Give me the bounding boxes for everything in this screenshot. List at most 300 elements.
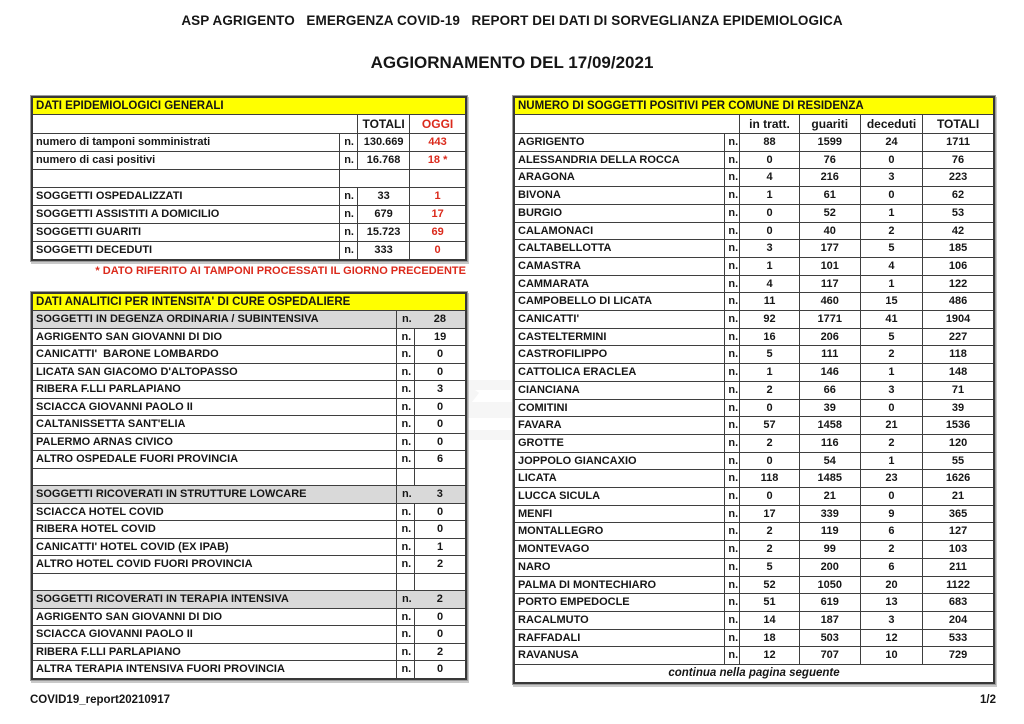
deceduti-value: 6 <box>860 523 922 541</box>
totali-value: 42 <box>923 222 994 240</box>
continuation-row <box>514 665 994 684</box>
row-label: SCIACCA GIOVANNI PAOLO II <box>32 398 397 416</box>
comune-label: LUCCA SICULA <box>514 488 725 506</box>
comune-label: CASTELTERMINI <box>514 328 725 346</box>
deceduti-value: 4 <box>860 257 922 275</box>
count-value: 0 <box>415 416 466 434</box>
n-abbrev: n. <box>725 364 740 382</box>
n-abbrev: n. <box>725 169 740 187</box>
n-abbrev: n. <box>397 433 415 451</box>
totali-value: 130.669 <box>357 134 409 152</box>
count-value: 0 <box>415 608 466 626</box>
in-tratt-column-header: in tratt. <box>740 115 799 134</box>
row-label: SCIACCA HOTEL COVID <box>32 503 397 521</box>
guariti-value: 1458 <box>799 417 860 435</box>
comuni-table-header-row <box>514 115 994 134</box>
oggi-value: 0 <box>410 242 466 261</box>
totali-value: 118 <box>923 346 994 364</box>
comuni-table-title-row <box>514 97 994 115</box>
count-value: 0 <box>415 398 466 416</box>
n-abbrev: n. <box>725 222 740 240</box>
guariti-value: 76 <box>799 151 860 169</box>
n-abbrev: n. <box>725 434 740 452</box>
table-row <box>514 293 994 311</box>
table-row <box>514 541 994 559</box>
comune-label: RAVANUSA <box>514 647 725 665</box>
in-tratt-value: 17 <box>740 505 799 523</box>
totali-value: 76 <box>923 151 994 169</box>
table-row <box>32 346 466 364</box>
n-abbrev: n. <box>725 558 740 576</box>
table-row <box>514 417 994 435</box>
totali-value: 15.723 <box>357 224 409 242</box>
count-value <box>415 573 466 591</box>
asterisk-note: * DATO RIFERITO AI TAMPONI PROCESSATI IL GIORNO PRECEDENTE <box>95 265 466 277</box>
n-abbrev: n. <box>397 556 415 574</box>
count-value: 3 <box>415 486 466 504</box>
n-abbrev: n. <box>725 399 740 417</box>
row-label: SOGGETTI IN DEGENZA ORDINARIA / SUBINTENSIVA <box>32 311 397 329</box>
totali-value: 33 <box>357 188 409 206</box>
in-tratt-value: 1 <box>740 257 799 275</box>
guariti-value: 119 <box>799 523 860 541</box>
in-tratt-value: 0 <box>740 222 799 240</box>
row-label <box>32 170 339 188</box>
comune-label: CAMMARATA <box>514 275 725 293</box>
deceduti-value: 13 <box>860 594 922 612</box>
deceduti-value: 15 <box>860 293 922 311</box>
comune-label: NARO <box>514 558 725 576</box>
totali-value: 122 <box>923 275 994 293</box>
comune-label: RACALMUTO <box>514 611 725 629</box>
n-abbrev: n. <box>725 594 740 612</box>
comune-label: CANICATTI' <box>514 311 725 329</box>
totali-value: 1711 <box>923 134 994 152</box>
in-tratt-value: 88 <box>740 134 799 152</box>
n-abbrev: n. <box>725 257 740 275</box>
oggi-value <box>410 170 466 188</box>
deceduti-value: 3 <box>860 169 922 187</box>
guariti-value: 117 <box>799 275 860 293</box>
row-label: PALERMO ARNAS CIVICO <box>32 433 397 451</box>
guariti-value: 200 <box>799 558 860 576</box>
in-tratt-value: 12 <box>740 647 799 665</box>
guariti-value: 99 <box>799 541 860 559</box>
guariti-value: 1771 <box>799 311 860 329</box>
in-tratt-value: 92 <box>740 311 799 329</box>
guariti-column-header: guariti <box>799 115 860 134</box>
general-data-table <box>30 95 468 262</box>
deceduti-value: 6 <box>860 558 922 576</box>
row-label: SOGGETTI DECEDUTI <box>32 242 339 261</box>
table-row <box>32 152 466 170</box>
page-number: 1/2 <box>980 694 996 706</box>
guariti-value: 707 <box>799 647 860 665</box>
n-abbrev: n. <box>397 363 415 381</box>
totali-value: 127 <box>923 523 994 541</box>
row-label: RIBERA F.LLI PARLAPIANO <box>32 643 397 661</box>
in-tratt-value: 14 <box>740 611 799 629</box>
guariti-value: 1485 <box>799 470 860 488</box>
comune-label: LICATA <box>514 470 725 488</box>
guariti-value: 1599 <box>799 134 860 152</box>
count-value: 0 <box>415 521 466 539</box>
n-abbrev <box>397 573 415 591</box>
n-abbrev: n. <box>725 470 740 488</box>
n-abbrev: n. <box>725 541 740 559</box>
hospital-care-table <box>30 291 468 681</box>
totali-value: 227 <box>923 328 994 346</box>
in-tratt-value: 1 <box>740 187 799 205</box>
count-value: 0 <box>415 363 466 381</box>
guariti-value: 111 <box>799 346 860 364</box>
table-row <box>32 363 466 381</box>
totali-value: 1122 <box>923 576 994 594</box>
comune-label: CAMASTRA <box>514 257 725 275</box>
n-abbrev: n. <box>725 275 740 293</box>
general-table-title-row <box>32 97 466 115</box>
count-value: 2 <box>415 643 466 661</box>
n-abbrev: n. <box>725 204 740 222</box>
deceduti-value: 20 <box>860 576 922 594</box>
table-row <box>514 505 994 523</box>
totali-value: 21 <box>923 488 994 506</box>
row-label: LICATA SAN GIACOMO D'ALTOPASSO <box>32 363 397 381</box>
deceduti-value: 41 <box>860 311 922 329</box>
n-abbrev: n. <box>725 629 740 647</box>
table-row <box>514 222 994 240</box>
totali-value: 148 <box>923 364 994 382</box>
totali-value: 53 <box>923 204 994 222</box>
table-row <box>32 206 466 224</box>
guariti-value: 177 <box>799 240 860 258</box>
in-tratt-value: 5 <box>740 558 799 576</box>
continuation-note: continua nella pagina seguente <box>514 665 994 684</box>
table-row <box>514 470 994 488</box>
guariti-value: 460 <box>799 293 860 311</box>
deceduti-value: 3 <box>860 381 922 399</box>
table-row <box>514 240 994 258</box>
table-row <box>514 381 994 399</box>
n-abbrev: n. <box>725 151 740 169</box>
deceduti-value: 2 <box>860 346 922 364</box>
n-abbrev: n. <box>397 486 415 504</box>
in-tratt-value: 18 <box>740 629 799 647</box>
row-label: RIBERA HOTEL COVID <box>32 521 397 539</box>
n-abbrev: n. <box>339 242 357 261</box>
n-abbrev: n. <box>339 206 357 224</box>
totali-value: 533 <box>923 629 994 647</box>
comune-label: CIANCIANA <box>514 381 725 399</box>
in-tratt-value: 5 <box>740 346 799 364</box>
row-label: AGRIGENTO SAN GIOVANNI DI DIO <box>32 608 397 626</box>
deceduti-value: 2 <box>860 541 922 559</box>
n-abbrev: n. <box>397 591 415 609</box>
table-row <box>514 204 994 222</box>
guariti-value: 21 <box>799 488 860 506</box>
deceduti-value: 0 <box>860 488 922 506</box>
table-row <box>32 643 466 661</box>
table-row <box>514 328 994 346</box>
row-label: numero di tamponi somministrati <box>32 134 339 152</box>
guariti-value: 52 <box>799 204 860 222</box>
table-row <box>514 434 994 452</box>
guariti-value: 116 <box>799 434 860 452</box>
n-abbrev: n. <box>725 328 740 346</box>
n-abbrev: n. <box>397 451 415 469</box>
n-abbrev: n. <box>397 538 415 556</box>
in-tratt-value: 0 <box>740 204 799 222</box>
totali-value: 185 <box>923 240 994 258</box>
n-abbrev: n. <box>397 626 415 644</box>
totali-value: 333 <box>357 242 409 261</box>
right-column <box>512 95 996 685</box>
n-abbrev: n. <box>397 328 415 346</box>
comune-label: GROTTE <box>514 434 725 452</box>
table-row <box>514 523 994 541</box>
totali-value: 106 <box>923 257 994 275</box>
count-value: 0 <box>415 433 466 451</box>
table-row <box>32 381 466 399</box>
deceduti-column-header: deceduti <box>860 115 922 134</box>
table-row <box>32 486 466 504</box>
guariti-value: 54 <box>799 452 860 470</box>
row-label <box>32 468 397 486</box>
table-row <box>514 187 994 205</box>
totali-value: 1626 <box>923 470 994 488</box>
in-tratt-value: 1 <box>740 364 799 382</box>
totali-value: 62 <box>923 187 994 205</box>
n-abbrev: n. <box>397 381 415 399</box>
totali-value: 16.768 <box>357 152 409 170</box>
table-row <box>32 608 466 626</box>
oggi-value: 17 <box>410 206 466 224</box>
comune-label: PALMA DI MONTECHIARO <box>514 576 725 594</box>
n-abbrev: n. <box>339 188 357 206</box>
table-row <box>32 311 466 329</box>
count-value: 28 <box>415 311 466 329</box>
totali-value: 204 <box>923 611 994 629</box>
comuni-table-title: NUMERO DI SOGGETTI POSITIVI PER COMUNE DI RESIDENZA <box>514 97 994 115</box>
n-abbrev: n. <box>725 488 740 506</box>
n-abbrev: n. <box>397 643 415 661</box>
deceduti-value: 10 <box>860 647 922 665</box>
totali-value: 365 <box>923 505 994 523</box>
n-abbrev: n. <box>725 611 740 629</box>
comune-label: CASTROFILIPPO <box>514 346 725 364</box>
guariti-value: 187 <box>799 611 860 629</box>
deceduti-value: 3 <box>860 611 922 629</box>
table-row <box>514 311 994 329</box>
n-abbrev <box>339 170 357 188</box>
guariti-value: 339 <box>799 505 860 523</box>
comune-label: AGRIGENTO <box>514 134 725 152</box>
n-abbrev: n. <box>725 417 740 435</box>
row-label: SOGGETTI RICOVERATI IN TERAPIA INTENSIVA <box>32 591 397 609</box>
oggi-value: 18 * <box>410 152 466 170</box>
table-row <box>514 576 994 594</box>
n-abbrev: n. <box>725 293 740 311</box>
in-tratt-value: 0 <box>740 488 799 506</box>
table-row <box>32 538 466 556</box>
n-abbrev: n. <box>397 503 415 521</box>
table-row <box>32 416 466 434</box>
row-label: CANICATTI' BARONE LOMBARDO <box>32 346 397 364</box>
row-label: CALTANISSETTA SANT'ELIA <box>32 416 397 434</box>
table-row <box>514 399 994 417</box>
deceduti-value: 0 <box>860 399 922 417</box>
in-tratt-value: 57 <box>740 417 799 435</box>
totali-value: 729 <box>923 647 994 665</box>
n-abbrev <box>397 468 415 486</box>
totali-value: 1904 <box>923 311 994 329</box>
guariti-value: 101 <box>799 257 860 275</box>
comune-label: RAFFADALI <box>514 629 725 647</box>
comune-label: CAMPOBELLO DI LICATA <box>514 293 725 311</box>
table-row <box>514 452 994 470</box>
n-abbrev: n. <box>725 346 740 364</box>
table-row <box>32 556 466 574</box>
table-row <box>514 488 994 506</box>
count-value: 6 <box>415 451 466 469</box>
comune-label: CATTOLICA ERACLEA <box>514 364 725 382</box>
totali-value: 223 <box>923 169 994 187</box>
in-tratt-value: 52 <box>740 576 799 594</box>
totali-value: 120 <box>923 434 994 452</box>
count-value <box>415 468 466 486</box>
table-row <box>514 257 994 275</box>
row-label: ALTRO HOTEL COVID FUORI PROVINCIA <box>32 556 397 574</box>
general-table-header-row <box>32 115 466 134</box>
table-row <box>514 151 994 169</box>
spacer-cell <box>32 115 357 134</box>
in-tratt-value: 16 <box>740 328 799 346</box>
deceduti-value: 12 <box>860 629 922 647</box>
n-abbrev: n. <box>725 647 740 665</box>
guariti-value: 40 <box>799 222 860 240</box>
in-tratt-value: 11 <box>740 293 799 311</box>
n-abbrev: n. <box>397 521 415 539</box>
table-row <box>514 275 994 293</box>
table-row <box>32 451 466 469</box>
count-value: 2 <box>415 591 466 609</box>
guariti-value: 619 <box>799 594 860 612</box>
totali-value: 71 <box>923 381 994 399</box>
table-row <box>32 433 466 451</box>
deceduti-value: 24 <box>860 134 922 152</box>
table-row <box>514 629 994 647</box>
row-label <box>32 573 397 591</box>
comuni-table <box>512 95 996 685</box>
table-row <box>32 242 466 261</box>
n-abbrev: n. <box>339 152 357 170</box>
guariti-value: 216 <box>799 169 860 187</box>
count-value: 0 <box>415 661 466 679</box>
table-row <box>32 398 466 416</box>
totali-value: 683 <box>923 594 994 612</box>
guariti-value: 146 <box>799 364 860 382</box>
deceduti-value: 23 <box>860 470 922 488</box>
n-abbrev: n. <box>725 576 740 594</box>
guariti-value: 39 <box>799 399 860 417</box>
totali-column-header: TOTALI <box>357 115 409 134</box>
row-label: ALTRA TERAPIA INTENSIVA FUORI PROVINCIA <box>32 661 397 679</box>
table-row <box>514 611 994 629</box>
deceduti-value: 5 <box>860 240 922 258</box>
totali-value: 486 <box>923 293 994 311</box>
table-row <box>514 134 994 152</box>
n-abbrev: n. <box>725 134 740 152</box>
table-row <box>514 558 994 576</box>
deceduti-value: 9 <box>860 505 922 523</box>
table-row <box>514 169 994 187</box>
table-row <box>32 328 466 346</box>
in-tratt-value: 4 <box>740 275 799 293</box>
page-title: ASP AGRIGENTO EMERGENZA COVID-19 REPORT DEI DATI DI SORVEGLIANZA EPIDEMIOLOGICA <box>181 13 843 28</box>
row-label: CANICATTI' HOTEL COVID (EX IPAB) <box>32 538 397 556</box>
n-abbrev: n. <box>397 661 415 679</box>
count-value: 0 <box>415 346 466 364</box>
deceduti-value: 0 <box>860 151 922 169</box>
comune-label: CALTABELLOTTA <box>514 240 725 258</box>
comune-label: ARAGONA <box>514 169 725 187</box>
n-abbrev: n. <box>725 452 740 470</box>
deceduti-value: 1 <box>860 275 922 293</box>
oggi-value: 1 <box>410 188 466 206</box>
table-row <box>514 594 994 612</box>
totali-value: 211 <box>923 558 994 576</box>
totali-value: 103 <box>923 541 994 559</box>
hospital-table-title: DATI ANALITICI PER INTENSITA' DI CURE OSPEDALIERE <box>32 293 466 311</box>
table-row <box>32 224 466 242</box>
comune-label: CALAMONACI <box>514 222 725 240</box>
table-row <box>32 188 466 206</box>
guariti-value: 503 <box>799 629 860 647</box>
totali-value: 1536 <box>923 417 994 435</box>
comune-label: MONTEVAGO <box>514 541 725 559</box>
deceduti-value: 2 <box>860 434 922 452</box>
in-tratt-value: 2 <box>740 541 799 559</box>
update-date-title: AGGIORNAMENTO DEL 17/09/2021 <box>370 53 654 72</box>
row-label: SOGGETTI RICOVERATI IN STRUTTURE LOWCARE <box>32 486 397 504</box>
row-label: numero di casi positivi <box>32 152 339 170</box>
oggi-value: 69 <box>410 224 466 242</box>
table-row <box>514 364 994 382</box>
deceduti-value: 21 <box>860 417 922 435</box>
deceduti-value: 1 <box>860 364 922 382</box>
n-abbrev: n. <box>725 240 740 258</box>
deceduti-value: 1 <box>860 452 922 470</box>
row-label: RIBERA F.LLI PARLAPIANO <box>32 381 397 399</box>
totali-value: 39 <box>923 399 994 417</box>
spacer-cell <box>514 115 740 134</box>
table-row <box>32 591 466 609</box>
table-row <box>32 573 466 591</box>
in-tratt-value: 2 <box>740 434 799 452</box>
comune-label: ALESSANDRIA DELLA ROCCA <box>514 151 725 169</box>
row-label: SOGGETTI GUARITI <box>32 224 339 242</box>
table-row <box>32 503 466 521</box>
hospital-table-title-row <box>32 293 466 311</box>
comune-label: BURGIO <box>514 204 725 222</box>
totali-value: 55 <box>923 452 994 470</box>
in-tratt-value: 2 <box>740 523 799 541</box>
totali-value: 679 <box>357 206 409 224</box>
comune-label: FAVARA <box>514 417 725 435</box>
row-label: SOGGETTI ASSISTITI A DOMICILIO <box>32 206 339 224</box>
n-abbrev: n. <box>397 398 415 416</box>
in-tratt-value: 51 <box>740 594 799 612</box>
